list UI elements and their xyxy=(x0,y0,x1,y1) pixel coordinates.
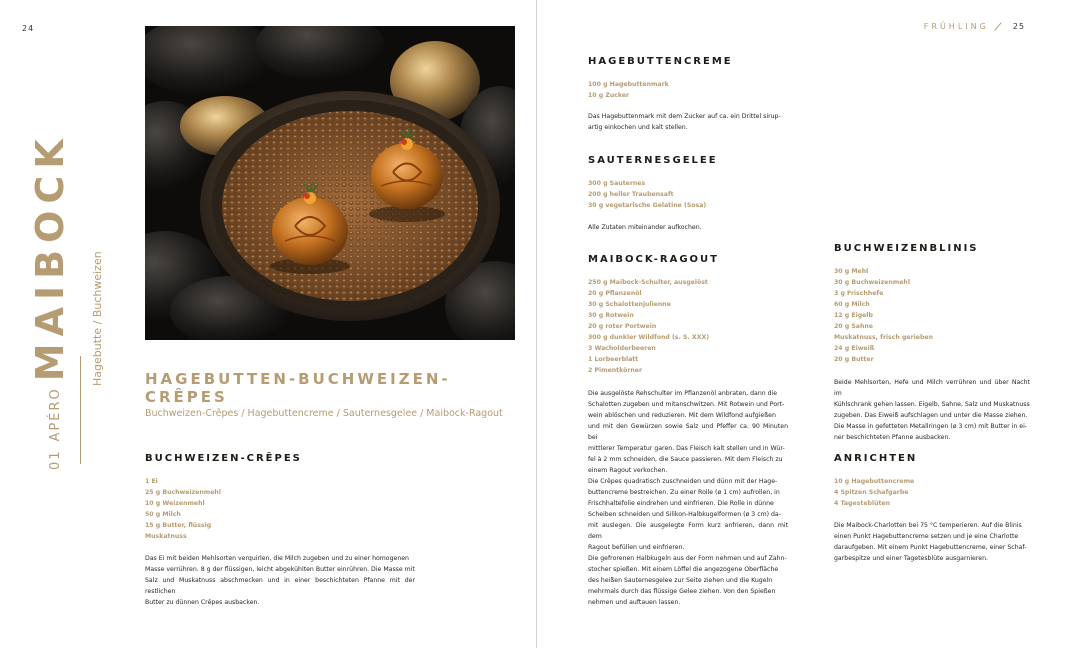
ingredients-sauternesgelee xyxy=(588,178,706,211)
ingredient: 20 g roter Portwein xyxy=(588,323,657,330)
text-line: Das Hagebuttenmark mit dem Zucker auf ca. ein Drittel sirup- xyxy=(588,113,781,120)
ingredient: 300 g dunkler Wildfond (s. S. XXX) xyxy=(588,334,710,341)
ingredient: 20 g Pflanzenöl xyxy=(588,290,642,297)
ingredient: 4 Spitzen Schafgarbe xyxy=(834,489,909,496)
text-line: Die Crêpes quadratisch zuschneiden und dünn mit der Hage- xyxy=(588,478,778,485)
text-line: Die ausgelöste Rehschulter im Pflanzenöl anbraten, dann die xyxy=(588,390,778,397)
heading-anrichten: ANRICHTEN xyxy=(834,453,918,464)
ingredients-buchweizenblinis xyxy=(834,266,933,365)
dish-title-line2: CRÊPES xyxy=(145,388,228,406)
method-sauternesgelee xyxy=(588,222,784,233)
dish-photo xyxy=(145,26,515,340)
text-line: Frischhaltefolie eindrehen und einfrieren. Die Rolle in dünne xyxy=(588,500,774,507)
heading-maibock-ragout: MAIBOCK-RAGOUT xyxy=(588,254,719,265)
season-label: FRÜHLING xyxy=(923,22,989,31)
ingredient: 30 g Mehl xyxy=(834,268,869,275)
text-line: Masse verrühren. 8 g der flüssigen, leicht abgekühlten Butter einrühren. Die Masse mit xyxy=(145,566,415,573)
text-line: Die Maibock-Charlotten bei 75 °C temperieren. Auf die Blinis xyxy=(834,522,1022,529)
page-number-right: 25 xyxy=(1012,22,1025,31)
ingredient: 30 g Schalottenjulienne xyxy=(588,301,671,308)
ingredient: 1 Ei xyxy=(145,478,158,485)
ingredient: Muskatnuss xyxy=(145,533,187,540)
text-line: stocher spießen. Mit einem Löffel die angezogene Oberfläche xyxy=(588,566,779,573)
method-anrichten xyxy=(834,520,1030,564)
ingredient: 10 g Hagebuttencreme xyxy=(834,478,915,485)
text-line: und mit den Gewürzen sowie Salz und Pfeffer ca. 90 Minuten bei xyxy=(588,423,788,441)
method-buchweizenblinis xyxy=(834,377,1030,443)
heading-buchweizen-crepes: BUCHWEIZEN-CRÊPES xyxy=(145,453,302,464)
ingredient: 12 g Eigelb xyxy=(834,312,873,319)
ingredient: 2 Pimentkörner xyxy=(588,367,643,374)
text-line: Schalotten zugeben und mitanschwitzen. Mit Rotwein und Port- xyxy=(588,401,785,408)
text-line: daraufgeben. Mit einem Punkt Hagebuttencreme, einer Schaf- xyxy=(834,544,1027,551)
ingredient: 4 Tagesteblüten xyxy=(834,500,891,507)
ingredient: 3 g Frischhefe xyxy=(834,290,884,297)
text-line: Butter zu dünnen Crêpes ausbacken. xyxy=(145,599,260,606)
text-line: Alle Zutaten miteinander aufkochen. xyxy=(588,224,702,231)
text-line: wein ablöschen und reduzieren. Mit dem Wildfond aufgießen xyxy=(588,412,776,419)
left-page xyxy=(0,0,536,648)
ingredient: 50 g Milch xyxy=(145,511,181,518)
text-line: garbespitze und einer Tagetesblüte ausgarnieren. xyxy=(834,555,988,562)
page-number-left: 24 xyxy=(22,24,35,33)
ingredient: 1 Lorbeerblatt xyxy=(588,356,639,363)
dish-illustration xyxy=(145,26,515,340)
ingredient: 30 g vegetarische Gelatine (Sosa) xyxy=(588,202,707,209)
ingredient: 30 g Rotwein xyxy=(588,312,634,319)
text-line: mehrmals durch das flüssige Gelee ziehen. Von den Spießen xyxy=(588,588,776,595)
ingredient: 60 g Milch xyxy=(834,301,870,308)
text-line: artig einkochen und kalt stellen. xyxy=(588,124,688,131)
ingredient: 24 g Eiweiß xyxy=(834,345,875,352)
chapter-subtitle: Hagebutte / Buchweizen xyxy=(91,251,104,386)
text-line: Die Masse in gefetteten Metallringen (ø 3 cm) mit Butter in ei- xyxy=(834,423,1028,430)
heading-hagebuttencreme: HAGEBUTTENCREME xyxy=(588,56,733,67)
chapter-category: APÉRO xyxy=(48,387,63,442)
ingredients-anrichten xyxy=(834,476,914,509)
chapter-title: MAIBOCK xyxy=(28,132,72,382)
ingredient: 3 Wacholderbeeren xyxy=(588,345,656,352)
ingredient: 15 g Butter, flüssig xyxy=(145,522,212,529)
text-line: Salz und Muskatnuss abschmecken und in einer beschichteten Pfanne mit der restlichen xyxy=(145,577,415,595)
method-maibock-ragout-1 xyxy=(588,388,788,476)
text-line: Scheiben schneiden und Silikon-Halbkugelformen (ø 3 cm) da- xyxy=(588,511,781,518)
text-line: nehmen und auftauen lassen. xyxy=(588,599,681,606)
dish-title xyxy=(145,370,451,406)
slash-ornament xyxy=(994,22,1001,30)
text-line: Kühlschrank gehen lassen. Eigelb, Sahne, Salz und Muskatnuss xyxy=(834,401,1030,408)
method-maibock-ragout-3 xyxy=(588,553,788,608)
heading-sauternesgelee: SAUTERNESGELEE xyxy=(588,155,718,166)
text-line: einem Ragout verkochen. xyxy=(588,467,668,474)
ingredient: 100 g Hagebuttenmark xyxy=(588,81,669,88)
right-page xyxy=(537,0,1073,648)
chapter-divider xyxy=(80,356,81,464)
text-line: ner beschichteten Pfanne ausbacken. xyxy=(834,434,951,441)
ingredient: 250 g Maibock-Schulter, ausgelöst xyxy=(588,279,708,286)
chapter-index: 01 xyxy=(48,449,63,470)
text-line: mit auslegen. Die ausgelegte Form kurz anfrieren, dann mit dem xyxy=(588,522,788,540)
text-line: Ragout befüllen und einfrieren. xyxy=(588,544,685,551)
running-header xyxy=(924,22,1025,31)
text-line: buttencreme bestreichen. Zu einer Rolle (ø 1 cm) aufrollen, in xyxy=(588,489,780,496)
dish-subtitle: Buchweizen-Crêpes / Hagebuttencreme / Sauternesgelee / Maibock-Ragout xyxy=(145,408,503,419)
text-line: einen Punkt Hagebuttencreme setzen und je eine Charlotte xyxy=(834,533,1019,540)
ingredient: 25 g Buchweizenmehl xyxy=(145,489,221,496)
ingredient: 30 g Buchweizenmehl xyxy=(834,279,910,286)
text-line: Die gefrorenen Halbkugeln aus der Form nehmen und auf Zahn- xyxy=(588,555,787,562)
method-hagebuttencreme xyxy=(588,111,784,133)
heading-buchweizenblinis: BUCHWEIZENBLINIS xyxy=(834,243,979,254)
method-maibock-ragout-2 xyxy=(588,476,788,553)
text-line: des heißen Sauternesgelee zur Seite ziehen und die Kugeln xyxy=(588,577,773,584)
text-line: mittlerer Temperatur garen. Das Fleisch kalt stellen und in Wür- xyxy=(588,445,785,452)
text-line: Beide Mehlsorten, Hefe und Milch verrühren und über Nacht im xyxy=(834,379,1030,397)
ingredients-maibock-ragout xyxy=(588,277,709,376)
chapter-title-vertical xyxy=(28,50,88,470)
ingredient: 10 g Zucker xyxy=(588,92,630,99)
text-line: fel à 2 mm schneiden, die Sauce passieren. Mit dem Fleisch zu xyxy=(588,456,783,463)
ingredients-buchweizen-crepes xyxy=(145,476,221,542)
ingredient: 10 g Weizenmehl xyxy=(145,500,205,507)
ingredient: 300 g Sauternes xyxy=(588,180,646,187)
dish-title-line1: HAGEBUTTEN-BUCHWEIZEN- xyxy=(145,370,451,388)
ingredient: 20 g Butter xyxy=(834,356,874,363)
ingredient: 200 g heller Traubensaft xyxy=(588,191,674,198)
text-line: zugeben. Das Eiweiß aufschlagen und unter die Masse ziehen. xyxy=(834,412,1028,419)
ingredient: Muskatnuss, frisch gerieben xyxy=(834,334,933,341)
ingredients-hagebuttencreme xyxy=(588,79,669,101)
text-line: Das Ei mit beiden Mehlsorten verquirlen, die Milch zugeben und zu einer homogenen xyxy=(145,555,409,562)
ingredient: 20 g Sahne xyxy=(834,323,873,330)
method-buchweizen-crepes xyxy=(145,553,415,608)
